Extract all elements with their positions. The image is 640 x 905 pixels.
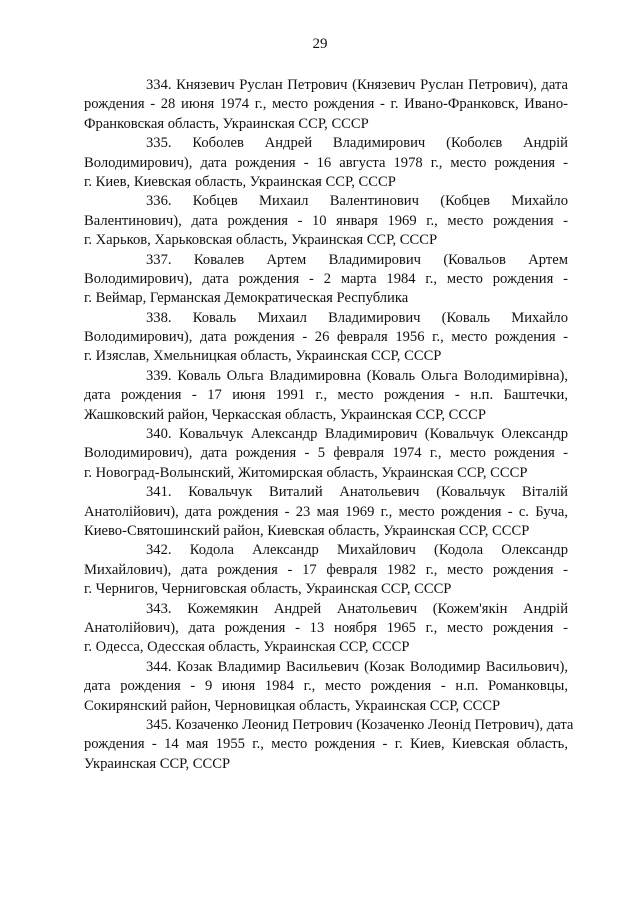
list-item: [84, 716, 574, 774]
body-text: [84, 76, 574, 774]
entry-line: Валентинович), дата рождения - 10 января 1969 г., место рождения -: [84, 212, 568, 229]
list-item: [84, 76, 568, 134]
entry-first-line: 341. Ковальчук Виталий Анатольевич (Ковальчук Віталій: [146, 484, 568, 501]
list-item: [84, 541, 568, 599]
list-item: [84, 483, 568, 541]
entry-first-line: 344. Козак Владимир Васильевич (Козак Володимир Васильович),: [146, 658, 568, 675]
entry-first-line: 334. Князевич Руслан Петрович (Князевич Руслан Петрович), дата: [146, 77, 568, 93]
entry-line: г. Веймар, Германская Демократическая Республика: [84, 290, 409, 307]
list-item: [84, 600, 568, 658]
page-number: 29: [312, 36, 328, 52]
list-item: [84, 251, 568, 309]
entry-line: г. Харьков, Харьковская область, Украинская ССР, СССР: [84, 232, 438, 249]
entry-line: Володимирович), дата рождения - 16 августа 1978 г., место рождения -: [84, 154, 568, 171]
list-item: [84, 658, 568, 716]
list-item: [84, 192, 568, 250]
entry-first-line: 340. Ковальчук Александр Владимирович (Ковальчук Олександр: [146, 426, 568, 443]
entries-list: [84, 76, 574, 774]
entry-line: рождения - 28 июня 1974 г., место рождения - г. Ивано-Франковск, Ивано-: [84, 96, 568, 113]
entry-line: Анатолійович), дата рождения - 13 ноября 1965 г., место рождения -: [84, 619, 568, 636]
entry-line: Володимирович), дата рождения - 5 февраля 1974 г., место рождения -: [84, 445, 568, 462]
entry-line: г. Киев, Киевская область, Украинская ССР, СССР: [84, 173, 396, 190]
entry-line: Володимирович), дата рождения - 2 марта 1984 г., место рождения -: [84, 270, 568, 287]
entry-line: г. Чернигов, Черниговская область, Украинская ССР, СССР: [84, 581, 452, 598]
entry-first-line: 342. Кодола Александр Михайлович (Кодола Олександр: [146, 542, 568, 559]
entry-first-line: 343. Кожемякин Андрей Анатольевич (Кожем'якін Андрій: [146, 600, 568, 617]
list-item: [84, 134, 568, 192]
entry-line: дата рождения - 9 июня 1984 г., место рождения - н.п. Романковцы,: [84, 678, 568, 695]
entry-first-line: 335. Коболев Андрей Владимирович (Коболєв Андрій: [146, 135, 568, 152]
entry-line: Сокирянский район, Черновицкая область, Украинская ССР, СССР: [84, 697, 501, 714]
entry-first-line: 345. Козаченко Леонид Петрович (Козаченко Леонід Петрович), дата: [146, 716, 574, 733]
entry-line: Жашковский район, Черкасская область, Украинская ССР, СССР: [84, 406, 486, 423]
entry-line: Анатолійович), дата рождения - 23 мая 1969 г., место рождения - с. Буча,: [84, 503, 568, 520]
entry-line: г. Изяслав, Хмельницкая область, Украинская ССР, СССР: [84, 348, 442, 365]
entry-line: г. Новоград-Волынский, Житомирская область, Украинская ССР, СССР: [84, 464, 528, 481]
entry-line: Украинская ССР, СССР: [84, 755, 231, 772]
entry-first-line: 337. Ковалев Артем Владимирович (Ковальов Артем: [146, 251, 568, 268]
entry-first-line: 339. Коваль Ольга Владимировна (Коваль Ольга Володимирівна),: [146, 367, 568, 384]
list-item: [84, 425, 568, 483]
entry-line: Володимирович), дата рождения - 26 февраля 1956 г., место рождения -: [84, 329, 568, 346]
entry-line: Франковская область, Украинская ССР, СССР: [84, 115, 369, 132]
entry-line: Михайлович), дата рождения - 17 февраля 1982 г., место рождения -: [84, 561, 568, 578]
entry-line: дата рождения - 17 июня 1991 г., место рождения - н.п. Баштечки,: [84, 387, 568, 404]
entry-line: Киево-Святошинский район, Киевская область, Украинская ССР, СССР: [84, 522, 530, 539]
entry-first-line: 338. Коваль Михаил Владимирович (Коваль Михайло: [146, 309, 568, 326]
entry-first-line: 336. Кобцев Михаил Валентинович (Кобцев Михайло: [146, 193, 568, 210]
entry-line: г. Одесса, Одесская область, Украинская ССР, СССР: [84, 639, 410, 656]
list-item: [84, 309, 568, 367]
entry-line: рождения - 14 мая 1955 г., место рождения - г. Киев, Киевская область,: [84, 736, 568, 753]
list-item: [84, 367, 568, 425]
